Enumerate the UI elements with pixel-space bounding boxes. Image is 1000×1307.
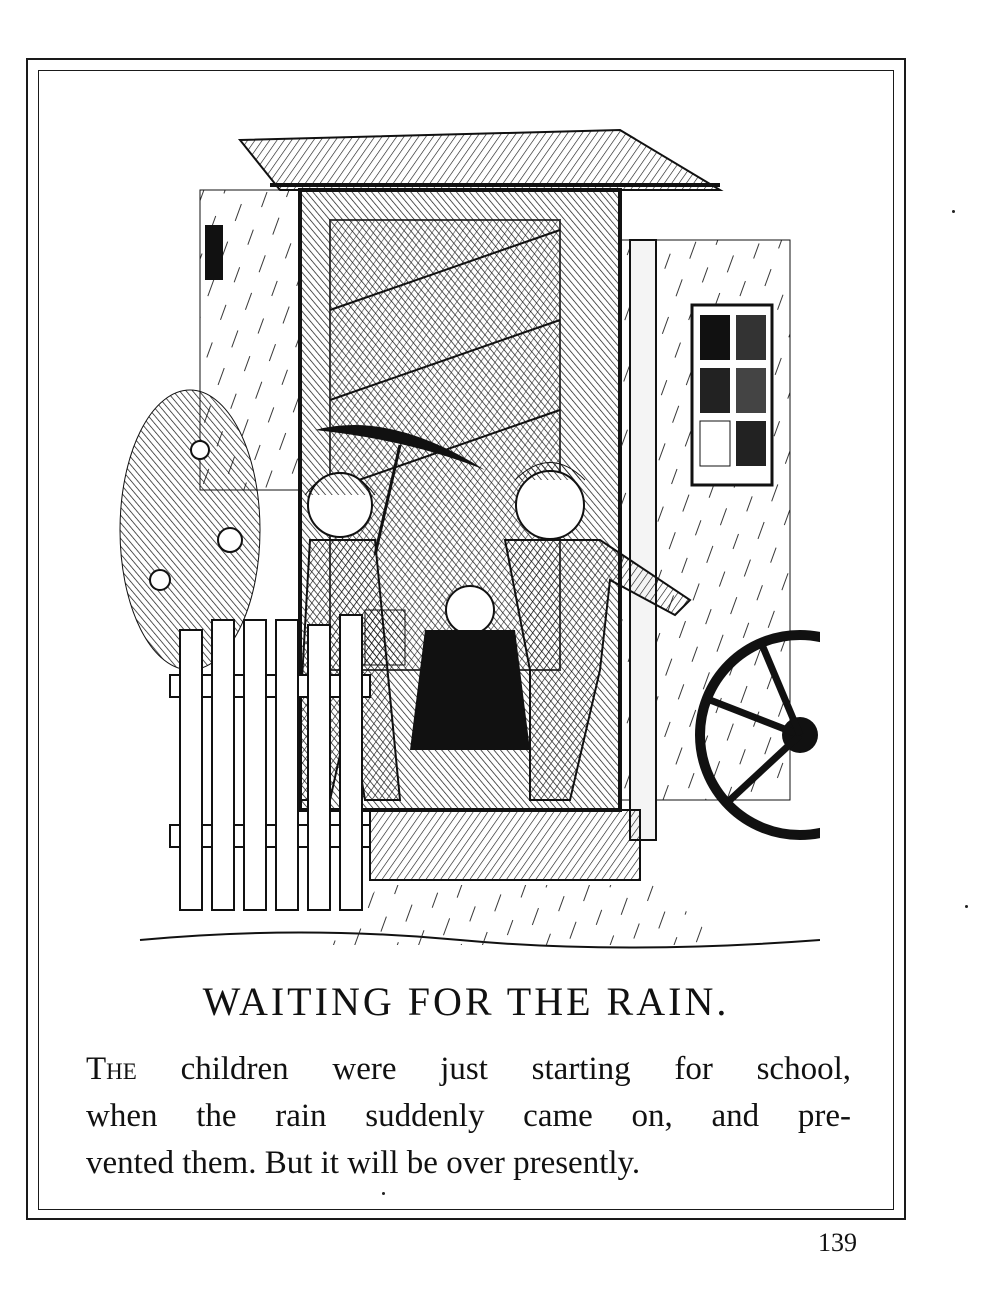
school-bag (365, 610, 405, 665)
rose-bush (120, 390, 260, 670)
print-speck (952, 210, 955, 213)
ground (140, 885, 820, 948)
stone-step (370, 810, 640, 880)
page-title: WAITING FOR THE RAIN. (202, 979, 730, 1024)
picket-fence (170, 615, 370, 910)
page-number: 139 (818, 1228, 857, 1257)
print-speck (965, 905, 968, 908)
body-line-3: vented them. But it will be over presently. (86, 1145, 641, 1181)
first-word: The (86, 1051, 137, 1087)
roof (240, 130, 720, 190)
body-paragraph (86, 1046, 851, 1187)
print-speck (382, 1192, 385, 1195)
engraving-illustration (100, 110, 820, 960)
body-line-2: when the rain suddenly came on, and pre- (86, 1098, 851, 1134)
body-line-1: The children were just starting for school, (86, 1051, 851, 1087)
drainpipe (630, 240, 656, 840)
